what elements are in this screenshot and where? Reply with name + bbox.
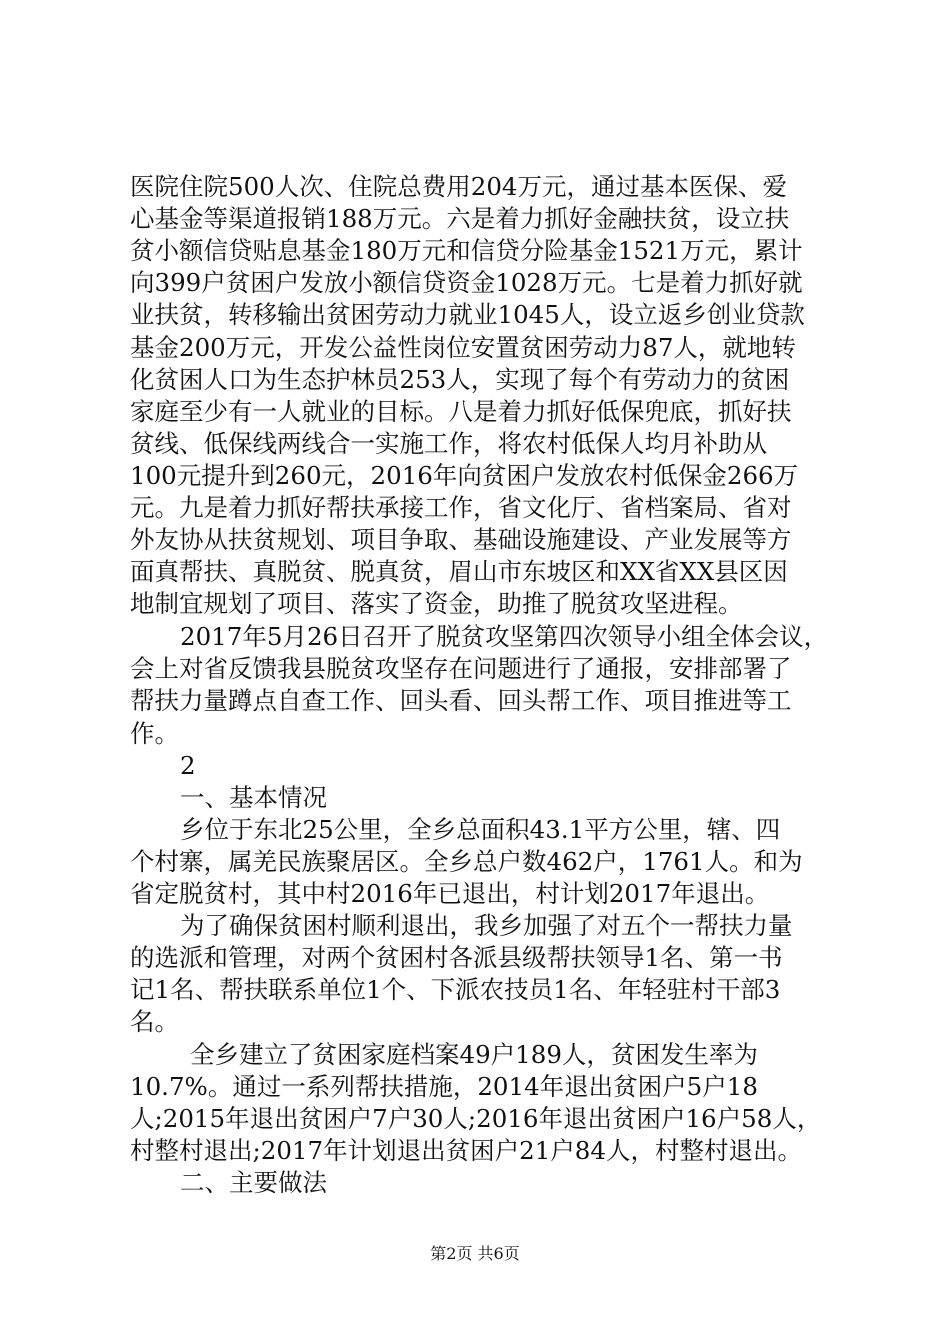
text-line: 元。九是着力抓好帮扶承接工作，省文化厅、省档案局、省对 (130, 493, 792, 522)
text-line: 地制宜规划了项目、落实了资金，助推了脱贫攻坚进程。 (130, 589, 743, 618)
text-line: 为了确保贫困村顺利退出，我乡加强了对五个一帮扶力量 (180, 911, 793, 940)
text-line: 帮扶力量蹲点自查工作、回头看、回头帮工作、项目推进等工 (130, 686, 792, 715)
text-line: 心基金等渠道报销188万元。六是着力抓好金融扶贫，设立扶 (130, 204, 790, 233)
text-line: 记1名、帮扶联系单位1个、下派农技员1名、年轻驻村干部3 (130, 975, 781, 1004)
text-line: 业扶贫，转移输出贫困劳动力就业1045人，设立返乡创业贷款 (130, 300, 805, 329)
section-heading: 二、主要做法 (180, 1168, 327, 1197)
page-number-marker: 2 (180, 751, 196, 780)
text-line: 会上对省反馈我县脱贫攻坚存在问题进行了通报，安排部署了 (130, 654, 792, 683)
text-line: 贫小额信贷贴息基金180万元和信贷分险基金1521万元，累计 (130, 236, 803, 265)
text-line: 贫线、低保线两线合一实施工作，将农村低保人均月补助从 (130, 429, 767, 458)
section-heading: 一、基本情况 (180, 783, 327, 812)
text-line: 100元提升到260元，2016年向贫困户发放农村低保金266万 (130, 461, 799, 490)
text-line: 作。 (130, 719, 179, 748)
page-footer: 第2页 共6页 (430, 1244, 520, 1263)
text-line: 人;2015年退出贫困户7户30人;2016年退出贫困户16户58人， (130, 1104, 822, 1133)
text-line: 2017年5月26日召开了脱贫攻坚第四次领导小组全体会议， (180, 622, 829, 651)
text-line: 外友协从扶贫规划、项目争取、基础设施建设、产业发展等方 (130, 525, 792, 554)
text-line: 医院住院500人次、住院总费用204万元，通过基本医保、爱 (130, 172, 788, 201)
text-line: 村整村退出;2017年计划退出贫困户21户84人，村整村退出。 (130, 1136, 802, 1165)
text-line: 名。 (130, 1007, 179, 1036)
text-line: 面真帮扶、真脱贫、脱真贫，眉山市东坡区和XX省XX县区因 (130, 557, 788, 586)
text-line: 基金200万元，开发公益性岗位安置贫困劳动力87人，就地转 (130, 333, 796, 362)
text-line: 家庭至少有一人就业的目标。八是着力抓好低保兜底，抓好扶 (130, 397, 792, 426)
text-line: 向399户贫困户发放小额信贷资金1028万元。七是着力抓好就 (130, 268, 803, 297)
text-line: 省定脱贫村，其中村2016年已退出，村计划2017年退出。 (130, 879, 770, 908)
text-line: 的选派和管理，对两个贫困村各派县级帮扶领导1名、第一书 (130, 943, 783, 972)
text-line: 10.7%。通过一系列帮扶措施，2014年退出贫困户5户18 (130, 1072, 758, 1101)
text-line: 个村寨，属羌民族聚居区。全乡总户数462户，1761人。和为 (130, 847, 803, 876)
text-line: 化贫困人口为生态护林员253人，实现了每个有劳动力的贫困 (130, 365, 790, 394)
text-line: 全乡建立了贫困家庭档案49户189人，贫困发生率为 (190, 1040, 758, 1069)
text-line: 乡位于东北25公里，全乡总面积43.1平方公里，辖、四 (180, 815, 781, 844)
